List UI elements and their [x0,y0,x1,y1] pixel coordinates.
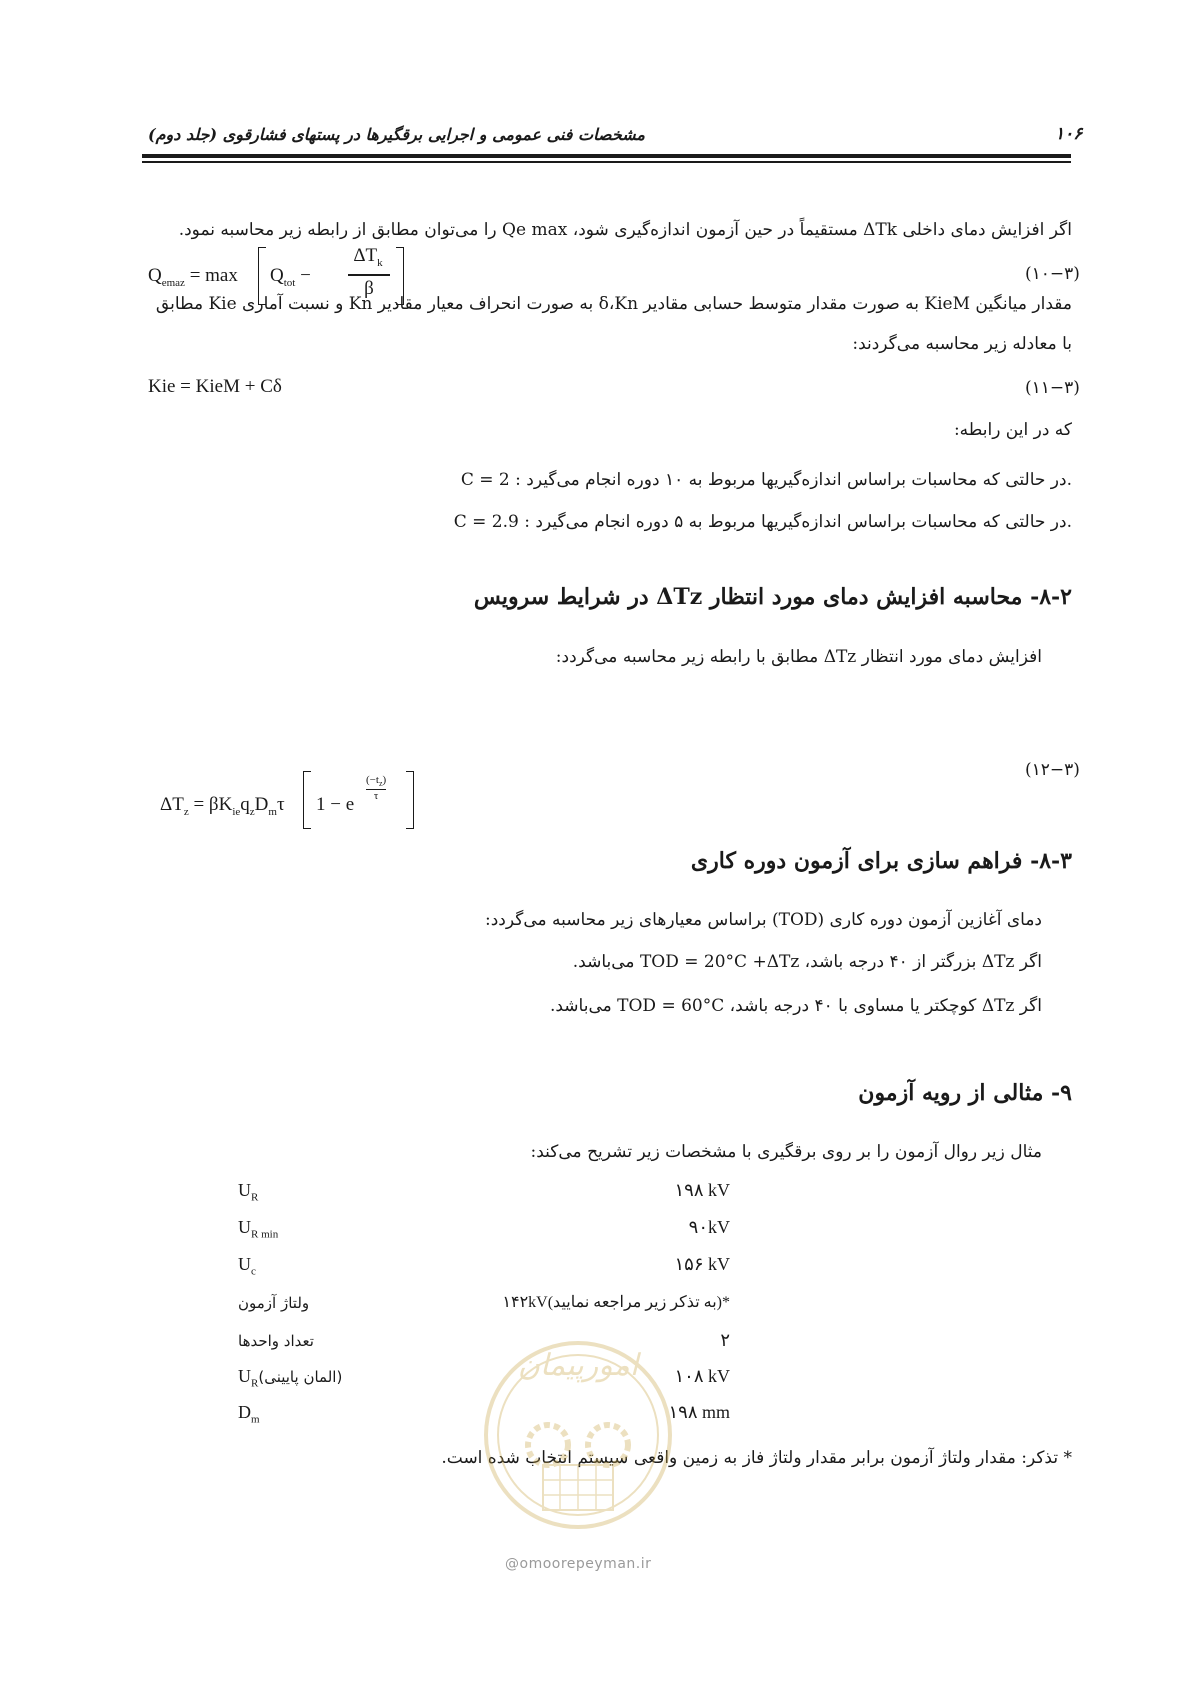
eq1-qtot-sub: tot [283,276,296,289]
spec-value-ur: ۱۹۸ kV [674,1180,730,1200]
eq1-denominator: β [364,278,374,299]
watermark-logo-text: امورپیمان [517,1348,639,1383]
equation-12-3: $\Delta T_z = \beta K_{ie}q_zD_m\tau$ 1 − e $(-t_z)$ τ [160,768,420,830]
spec-label-test-voltage: ولتاژ آزمون [238,1294,310,1312]
eq1-minus: − [300,265,311,286]
section-8-3-line2: اگر ΔTz بزرگتر از ۴۰ درجه باشد، TOD = 20°C +ΔTz می‌باشد. [572,952,1042,972]
watermark-logo [478,1330,678,1540]
header-title: مشخصات فنی عمومی و اجرایی برقگیرها در پستهای فشارقوی (جلد دوم) [148,125,645,144]
eq3-tau: τ [276,794,285,815]
eq3-exp-den: τ [366,789,386,802]
paragraph-delta-tk: اگر افزایش دمای داخلی ΔTk مستقیماً در حین آزمون اندازه‌گیری شود، Qe max را می‌توان مطابق از رابطه زیر محاسبه نمود. [178,220,1072,240]
note-test-voltage: * تذکر: مقدار ولتاژ آزمون برابر مقدار ولتاژ فاز به زمین واقعی سیستم انتخاب شده است. [441,1448,1072,1468]
eq3-d: D [254,794,269,815]
header-rule-thick [142,154,1071,158]
paragraph-kiem: مقدار میانگین KieM به صورت مقدار متوسط حسابی مقادیر δ،Kn به صورت انحراف معیار مقادیر Kn و نسبت آماری Kie مطابق [155,294,1072,314]
eq3-lhs: ΔT [160,794,184,815]
page-number: ۱۰۶ [1055,124,1083,144]
spec-value-ur-lower: ۱۰۸ kV [674,1366,730,1386]
eq3-d-sub: m [268,805,277,818]
section-heading-8-2: ۸-۲- محاسبه افزایش دمای مورد انتظار ΔTz در شرایط سرویس [473,584,1072,610]
eq1-numerator-sub: k [377,256,383,269]
c-definition-2-9: C = 2.9 : در حالتی که محاسبات براساس اندازه‌گیریها مربوط به ۵ دوره انجام می‌گیرد. [453,512,1072,532]
eq3-lhs-sub: z [183,805,189,818]
eq3-q-sub: z [249,805,255,818]
spec-label-ur-lower: $U_R(المان$ پایینی) [238,1366,343,1390]
eq3-k-sub: ie [232,805,241,818]
eq1-qtot: Q [270,265,284,286]
spec-label-units: تعداد واحدها [238,1332,314,1350]
section-8-3-line3: اگر ΔTz کوچکتر یا مساوی با ۴۰ درجه باشد، TOD = 60°C می‌باشد. [549,996,1042,1016]
paragraph-kiem-line2: با معادله زیر محاسبه می‌گردند: [852,334,1072,354]
eq3-exp-num-sub: z [378,779,383,789]
section-9-intro: مثال زیر روال آزمون را بر روی برقگیری با مشخصات زیر تشریح می‌کند: [530,1142,1042,1162]
spec-label-uc: $U_c$ [238,1254,256,1278]
eq1-lhs-sub: emaz [161,276,185,289]
section-8-2-text: افزایش دمای مورد انتظار ΔTz مطابق با رابطه زیر محاسبه می‌گردد: [555,647,1042,667]
eq3-q: q [240,794,250,815]
spec-value-uc: ۱۵۶ kV [674,1254,730,1274]
header-rule-thin [142,161,1071,163]
eq1-max: = max [189,265,238,286]
spec-value-ur-min: ۹۰kV [688,1217,730,1237]
equation-number-12-3: (۱۲−۳) [1025,760,1080,780]
watermark-url: @omoorepeyman.ir [505,1556,652,1572]
equation-number-10-3: (۱۰−۳) [1025,264,1080,284]
eq3-exp-num: −t [369,774,379,786]
spec-value-test-voltage: *(به تذکر زیر مراجعه نمایید)۱۴۲kV [502,1294,730,1311]
spec-value-units: ۲ [720,1330,730,1350]
equation-number-11-3: (۱۱−۳) [1025,378,1080,398]
spec-label-dm: $D_m$ [238,1402,260,1426]
equation-11-3: Kie = KieM + Cδ [148,376,282,397]
c-definition-2: C = 2 : در حالتی که محاسبات براساس اندازه‌گیریها مربوط به ۱۰ دوره انجام می‌گیرد. [460,470,1072,490]
eq3-rhs: = βK [193,794,233,815]
spec-label-ur: $U_R$ [238,1180,259,1204]
eq1-lhs: Q [148,265,162,286]
section-8-3-line1: دمای آغازین آزمون دوره کاری (TOD) براساس معیارهای زیر محاسبه می‌گردد: [484,910,1042,930]
eq3-one-minus-e: 1 − e [316,794,355,815]
paragraph-in-this-relation: که در این رابطه: [953,420,1072,440]
spec-value-dm: ۱۹۸ mm [668,1402,730,1422]
section-heading-8-3: ۸-۳- فراهم سازی برای آزمون دوره کاری [690,848,1072,874]
section-heading-9: ۹- مثالی از رویه آزمون [858,1080,1072,1106]
eq1-numerator: ΔT [353,245,378,266]
spec-label-ur-min: $U_{R min}$ [238,1217,279,1241]
